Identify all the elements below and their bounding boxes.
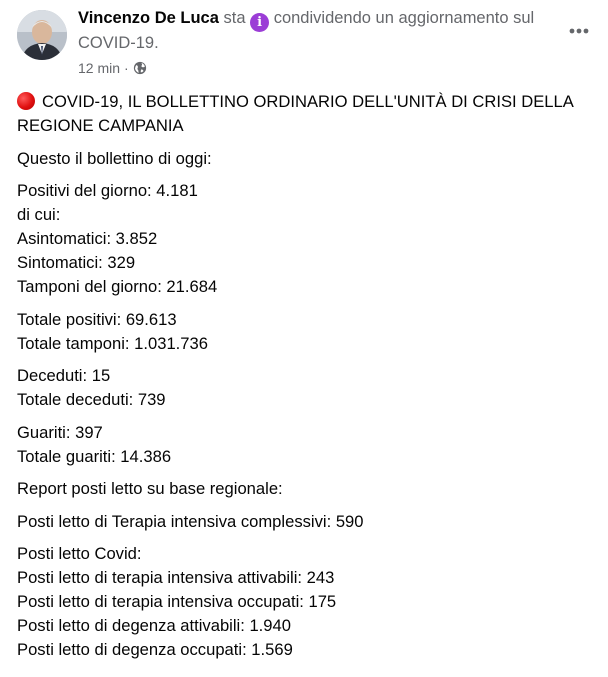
red-circle-icon (17, 92, 35, 110)
recovered-line: Guariti: 397 (17, 422, 103, 442)
globe-icon[interactable] (133, 61, 147, 75)
report-heading-paragraph (17, 477, 605, 501)
totals-paragraph (17, 308, 605, 356)
covid-beds-line: Posti letto di terapia intensiva occupati: 175 (17, 592, 337, 611)
status-text: condividendo un aggiornamento sul COVID-19. (78, 9, 535, 52)
post-header-text (78, 7, 548, 55)
post-title (17, 90, 605, 138)
daily-line: Sintomatici: 329 (17, 253, 136, 272)
daily-line: Positivi del giorno: 4.181 (17, 181, 198, 200)
post-title-text: COVID-19, IL BOLLETTINO ORDINARIO DELL'UNITÀ DI CRISI DELLA REGIONE CAMPANIA (17, 92, 573, 135)
totals-line: Totale tamponi: 1.031.736 (17, 333, 208, 353)
deaths-paragraph (17, 364, 605, 412)
deaths-line: Totale deceduti: 739 (17, 390, 166, 409)
intro-line: Questo il bollettino di oggi: (17, 148, 212, 168)
post-header (0, 0, 608, 90)
intro-paragraph (17, 147, 605, 171)
daily-line: Tamponi del giorno: 21.684 (17, 277, 218, 296)
covid-beds-paragraph (17, 542, 605, 662)
daily-line: di cui: (17, 205, 61, 224)
recovered-line: Totale guariti: 14.386 (17, 446, 172, 466)
recovered-paragraph (17, 421, 605, 469)
post-content (17, 90, 605, 671)
more-options-icon (562, 18, 596, 44)
daily-paragraph (17, 179, 605, 299)
post-timestamp[interactable]: 12 min (78, 60, 121, 76)
info-icon: i (250, 13, 269, 32)
author-name[interactable]: Vincenzo De Luca (78, 9, 219, 27)
report-heading: Report posti letto su base regionale: (17, 479, 283, 498)
post-meta (78, 59, 147, 77)
icu-total-paragraph (17, 510, 605, 534)
covid-beds-line: Posti letto di degenza occupati: 1.569 (17, 640, 293, 659)
icu-total-line: Posti letto di Terapia intensiva complessivi: 590 (17, 511, 364, 531)
covid-beds-line: Posti letto di terapia intensiva attivabili: 243 (17, 568, 335, 587)
covid-beds-line: Posti letto di degenza attivabili: 1.940 (17, 616, 291, 635)
status-prefix: sta (223, 9, 246, 27)
avatar[interactable] (17, 10, 67, 60)
daily-line: Asintomatici: 3.852 (17, 229, 158, 248)
meta-separator: · (124, 60, 129, 76)
covid-beds-line: Posti letto Covid: (17, 544, 142, 563)
totals-line: Totale positivi: 69.613 (17, 309, 177, 329)
deaths-line: Deceduti: 15 (17, 366, 111, 385)
avatar-image (17, 10, 67, 60)
more-options-button[interactable] (562, 18, 596, 44)
